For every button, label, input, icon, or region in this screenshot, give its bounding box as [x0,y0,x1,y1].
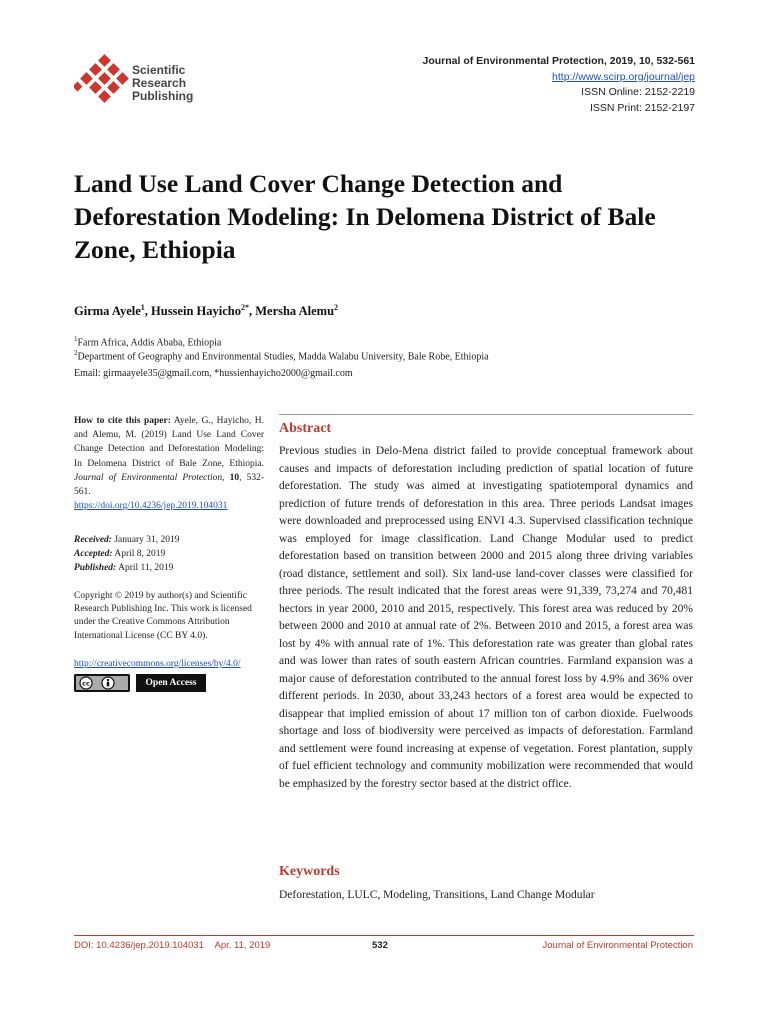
received-date: January 31, 2019 [114,535,180,545]
cite-doi-link[interactable]: https://doi.org/10.4236/jep.2019.104031 [74,501,228,512]
publisher-name-line: Research [132,76,187,90]
author-name: Hussein Hayicho [151,304,241,319]
affiliation-2 [74,349,489,362]
abstract-heading: Abstract [279,421,332,436]
author-sup: 2* [240,303,249,312]
cite-journal: Journal of Environmental Protection [74,472,223,483]
issn-print: ISSN Print: 2152-2197 [589,101,695,114]
accepted-date: April 8, 2019 [114,549,166,560]
divider [279,414,693,415]
journal-info [422,54,695,116]
cite-volume: 10 [229,472,240,483]
journal-citation: Journal of Environmental Protection, 2019, 10, 532-561 [422,55,695,67]
how-to-cite: How to cite this paper: Ayele, G., Hayicho, H. and Alemu, M. (2019) Land Use Land Cover Change Detection and Deforestation Modeling: In Delomena District of Bale Zone, Ethiopia. Journal of Environmental Protection, 10, 532-561. https://doi.org/10.4236/jep.2019.104031 [74,416,265,512]
author-name: Girma Ayele [74,304,141,319]
copyright-notice: Copyright © 2019 by author(s) and Scientific Research Publishing Inc. This work is licensed under the Creative Commons Attribution International License (CC BY 4.0). [74,591,252,641]
footer-journal-name: Journal of Environmental Protection [542,940,693,951]
abstract-text: Previous studies in Delo-Mena district failed to provide conceptual framework about causes and impacts of deforestation including prediction of spatial location of future deforestation. The study was aimed at investigating spatiotemporal dynamics and prediction of future trends of deforestation in this area. Three periods Landsat images were downloaded and preprocessed using ENVI 4.3. Supervised classification technique was employed for image classification. Land Change Modular used to predict deforestation based on transition between 2000 and 2015 along three driving variables (road distance, settlement and soil). Six land-use land-cover classes were classified for three periods. The result indicated that the forest areas were 91,339, 73,274 and 70,481 hectors in year 2000, 2010 and 2015, respectively. This forest area was reduced by 20% between 2000 and 2010 at annual rate of 2%. Between 2010 and 2015, a forest area was lost by 4% with annual rate of 1%. This deforestation rate was greater than global rates and was lower than rates of south eastern African countries. Farmland expansion was a major cause of deforestation contributed to the annual forest loss by 4.9% and 36% over different periods. In 2030, about 33,243 hectors of a forest area would be expected to disappear that implied emission of about 17 million ton of carbon dioxide. Fuelwoods shortage and loss of biodiversity were perceived as impacts of deforestation. Farmland and settlement were found increasing at expense of vegetation. Forest plantation, supply of fuel efficient technology and community mobilization were recommended that would be emphasized by the forestry sector based at the district office. [279,445,693,790]
accepted-label: Accepted: [74,549,113,560]
keywords-heading: Keywords [279,864,340,879]
page-number: 532 [372,940,388,951]
license-link[interactable]: http://creativecommons.org/licenses/by/4.0/ [74,659,241,669]
footer-date: Apr. 11, 2019 [214,940,271,951]
published-label: Published: [74,563,117,574]
paper-title: Land Use Land Cover Change Detection and Deforestation Modeling: In Delomena District of Bale Zone, Ethiopia [74,169,656,264]
publication-dates [74,533,180,576]
received-label: Received: [74,535,112,545]
affiliation-text: Department of Geography and Environmental Studies, Madda Walabu University, Bale Robe, Ethiopia [77,351,489,363]
footer-doi [74,940,270,951]
footer-divider [74,935,694,936]
cite-pages: , 532-561. [74,472,265,498]
svg-text:cc: cc [82,679,90,688]
publisher-name-line: Publishing [132,89,194,103]
affiliation-text: Farm Africa, Addis Ababa, Ethiopia [77,337,222,349]
author-list: Girma Ayele$^1$, Hussein Hayicho$^{2*}$, Mersha Alemu$^2$ [74,303,339,319]
affiliation-sup: 2 [74,349,78,357]
cite-text: Ayele, G., Hayicho, H. and Alemu, M. (2019) Land Use Land Cover Change Detection and Deforestation Modeling: In Delomena District of Bale Zone, Ethiopia. [74,416,264,469]
footer-doi-text: DOI: 10.4236/jep.2019.104031 [74,940,204,951]
cite-label: How to cite this paper: [74,416,171,426]
author-email: Email: girmaayele35@gmail.com, *hussienhayicho2000@gmail.com [74,368,353,379]
journal-url-link[interactable]: http://www.scirp.org/journal/jep [552,70,695,83]
published-date: April 11, 2019 [118,563,174,574]
author-name: Mersha Alemu [255,304,335,319]
keywords-text: Deforestation, LULC, Modeling, Transitions, Land Change Modular [279,889,595,901]
cc-by-badge-icon[interactable] [74,674,130,692]
author-sup: 1 [140,303,145,312]
publisher-name [132,64,193,103]
issn-online: ISSN Online: 2152-2219 [581,86,695,98]
affiliation-sup: 1 [74,335,78,343]
publisher-name-line: Scientific [132,63,186,77]
author-sup: 2 [334,303,339,312]
affiliation-1 [74,335,221,348]
open-access-badge[interactable]: Open Access [136,674,206,692]
